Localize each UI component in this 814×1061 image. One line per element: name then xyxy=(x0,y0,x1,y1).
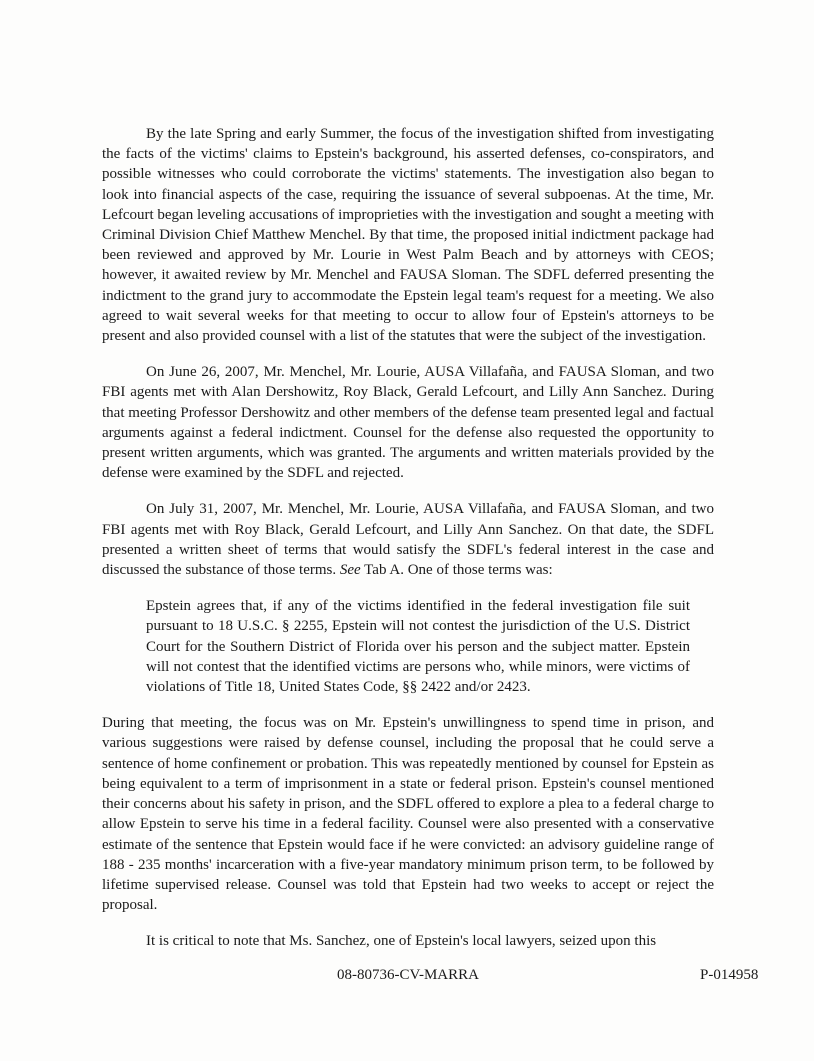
quoted-term: Epstein agrees that, if any of the victims identified in the federal investigation file suit pursuant to 18 U.S.C. § 2255, Epstein will not contest the jurisdiction of the U.S. District Court for the Southern District of Florida over his person and the subject matter. Epstein will not contest that the identified victims are persons who, while minors, were victims of violations of Title 18, United States Code, §§ 2422 and/or 2423. xyxy=(146,598,690,696)
paragraph-prison-discussion: During that meeting, the focus was on Mr. Epstein's unwillingness to spend time in prison, and various suggestions were raised by defense counsel, including the proposal that he could serve a sentence of home confinement or probation. This was repeatedly mentioned by counsel for Epstein as being equivalent to a term of imprisonment in a state or federal prison. Epstein's counsel mentioned their concerns about his safety in prison, and the SDFL offered to explore a plea to a federal charge to allow Epstein to serve his time in a federal facility. Counsel were also presented with a conservative estimate of the sentence that Epstein would face if he were convicted: an advisory guideline range of 188 - 235 months' incarceration with a five-year mandatory minimum prison term, to be followed by lifetime supervised release. Counsel was told that Epstein had two weeks to accept or reject the proposal. xyxy=(102,715,714,914)
document-body xyxy=(102,124,714,968)
paragraph-sanchez: It is critical to note that Ms. Sanchez, one of Epstein's local lawyers, seized upon this xyxy=(146,933,657,950)
case-number: 08-80736-CV-MARRA xyxy=(337,967,479,983)
tab-reference-text: Tab A. One of those terms was: xyxy=(360,562,553,579)
july-meeting-text: On July 31, 2007, Mr. Menchel, Mr. Lourie, AUSA Villafaña, and FAUSA Sloman, and two FBI agents met with Roy Black, Gerald Lefcourt, and Lilly Ann Sanchez. On that date, the SDFL presented a written sheet of terms that would satisfy the SDFL's federal interest in the case and discussed the substance of those terms. xyxy=(102,501,714,579)
paragraph-june-meeting: On June 26, 2007, Mr. Menchel, Mr. Lourie, AUSA Villafaña, and FAUSA Sloman, and two FBI agents met with Alan Dershowitz, Roy Black, Gerald Lefcourt, and Lilly Ann Sanchez. During that meeting Professor Dershowitz and other members of the defense team presented legal and factual arguments against a federal indictment. Counsel for the defense also requested the opportunity to present written arguments, which was granted. The arguments and written materials provided by the defense were examined by the SDFL and rejected. xyxy=(102,364,714,482)
bates-number: P-014958 xyxy=(700,967,759,983)
paragraph-investigation-shift: By the late Spring and early Summer, the focus of the investigation shifted from investigating the facts of the victims' claims to Epstein's background, his asserted defenses, co-conspirators, and possible witnesses who could corroborate the victims' statements. The investigation also began to look into financial aspects of the case, requiring the issuance of several subpoenas. At the time, Mr. Lefcourt began leveling accusations of improprieties with the investigation and sought a meeting with Criminal Division Chief Matthew Menchel. By that time, the proposed initial indictment package had been reviewed and approved by Mr. Lourie in West Palm Beach and by attorneys with CEOS; however, it awaited review by Mr. Menchel and FAUSA Sloman. The SDFL deferred presenting the indictment to the grand jury to accommodate the Epstein legal team's request for a meeting. We also agreed to wait several weeks for that meeting to occur to allow four of Epstein's attorneys to be present and also provided counsel with a list of the statutes that were the subject of the investigation. xyxy=(102,126,714,345)
see-citation: See xyxy=(339,562,361,579)
paragraph-july-meeting xyxy=(102,499,714,580)
